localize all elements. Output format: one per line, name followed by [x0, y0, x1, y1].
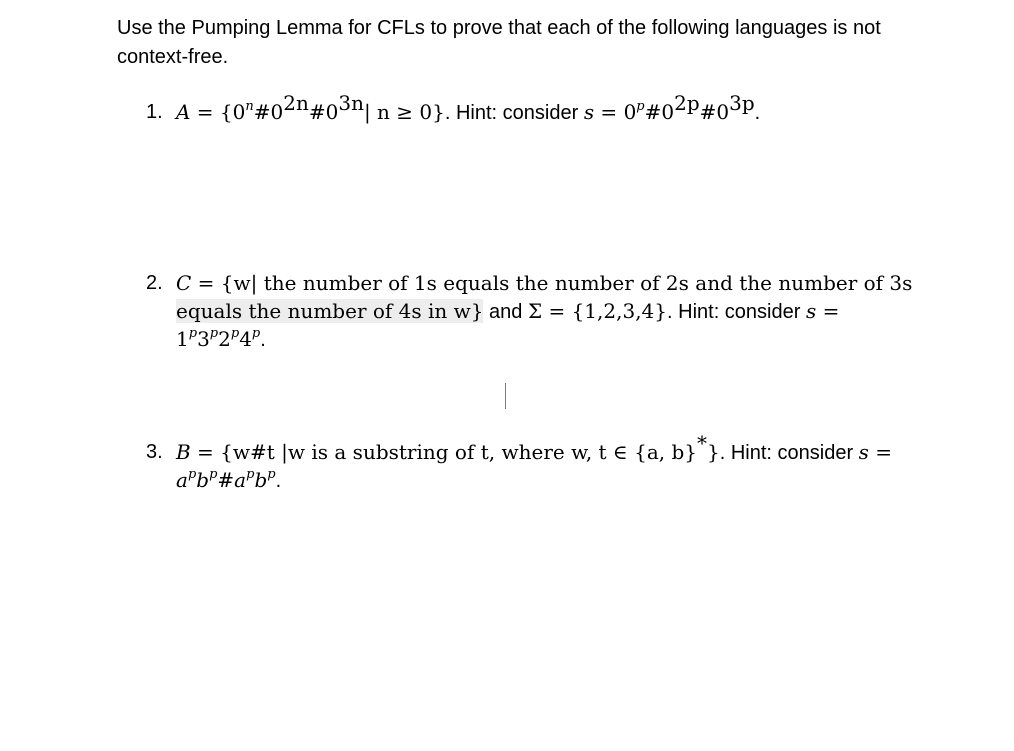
math-text: s = [583, 100, 624, 124]
math-superscript: p [187, 467, 197, 483]
math-superscript: p [188, 326, 198, 342]
math-variable: b [196, 468, 210, 492]
math-text: 2 [218, 327, 231, 351]
line-2 [176, 467, 896, 495]
math-text: #0 [308, 100, 339, 124]
math-text: 1 [176, 327, 189, 351]
hint-text: . Hint: consider [444, 102, 584, 124]
math-text: . [754, 102, 761, 124]
list-item-text [176, 91, 896, 127]
math-superscript: 2n [283, 91, 309, 116]
list-item-text [176, 270, 913, 354]
math-superscript: p [230, 326, 240, 342]
hint-text: . Hint: consider [719, 442, 859, 464]
math-variable: C [176, 271, 192, 295]
intro-paragraph: Use the Pumping Lemma for CFLs to prove that each of the following languages is not context-free. [117, 17, 881, 68]
line-3 [176, 326, 896, 354]
math-text: } [706, 440, 720, 464]
math-text: . [275, 470, 282, 492]
math-text: s = [858, 440, 893, 464]
math-text: = {w| the number of 1s equals the number of 2s and the number of 3s [191, 271, 913, 295]
math-superscript: p [209, 467, 218, 483]
highlighted-math-text: equals the number of 4s in w} [176, 299, 484, 323]
math-superscript: 2p [674, 91, 700, 116]
list-number: 2. [146, 272, 163, 294]
hint-text: . Hint: consider [667, 301, 806, 323]
math-superscript: p [209, 326, 219, 342]
list-item-2 [146, 270, 913, 354]
line-1 [176, 431, 896, 467]
math-text: . [260, 329, 266, 351]
math-text: Σ = {1,2,3,4} [527, 299, 668, 323]
math-text: #0 [644, 100, 675, 124]
math-text: = { [190, 100, 233, 124]
math-text: 4 [239, 327, 252, 351]
math-text: = {w#t |w is a substring of t, where w, t ∈ {a, b} [190, 440, 697, 464]
math-text: s = [805, 299, 840, 323]
math-superscript: p [251, 326, 261, 342]
math-variable: a [234, 468, 247, 492]
math-superscript: * [696, 431, 707, 456]
list-item-1 [146, 91, 906, 129]
math-superscript: n [245, 99, 254, 115]
list-item-text [176, 431, 896, 495]
list-item-3 [146, 431, 906, 497]
plain-text: and [483, 301, 528, 323]
math-text: 3 [197, 327, 210, 351]
math-text: 0 [623, 100, 637, 124]
math-text: | n ≥ 0} [363, 100, 445, 124]
math-superscript: 3n [338, 91, 364, 116]
math-superscript: p [636, 99, 645, 115]
math-text: 0 [232, 100, 246, 124]
math-text: #0 [699, 100, 730, 124]
list-number: 3. [146, 441, 163, 463]
list-number: 1. [146, 101, 163, 123]
line-1 [176, 270, 913, 298]
line-2 [176, 298, 896, 326]
math-superscript: 3p [729, 91, 755, 116]
math-text: #0 [253, 100, 284, 124]
math-variable: B [176, 440, 191, 464]
math-variable: a [176, 468, 188, 492]
math-text: # [217, 468, 235, 492]
math-variable: A [176, 100, 191, 124]
math-superscript: p [267, 467, 276, 483]
math-variable: b [254, 468, 268, 492]
math-superscript: p [246, 467, 255, 483]
text-cursor [505, 383, 506, 409]
